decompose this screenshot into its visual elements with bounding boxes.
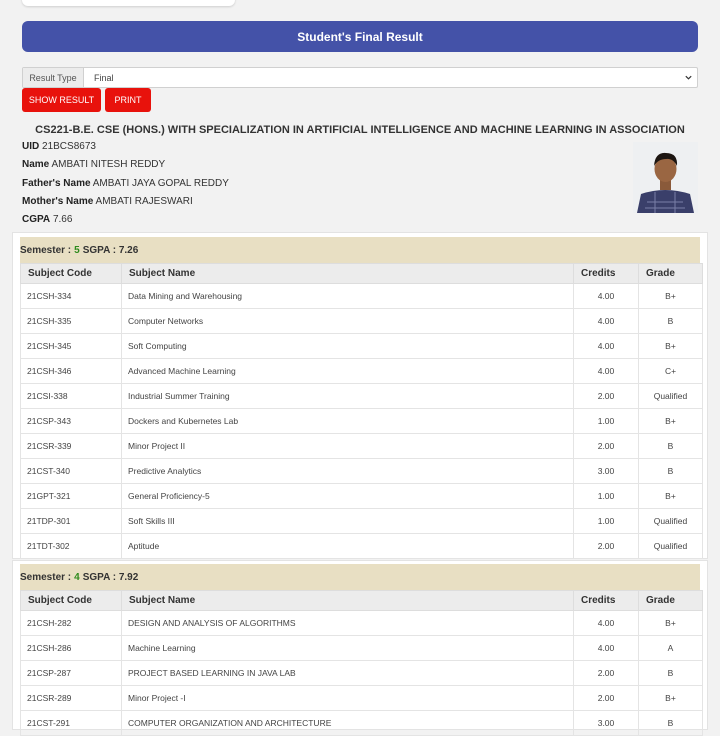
father-label: Father's Name [22,178,91,189]
col-subject-name: Subject Name [122,591,574,611]
subject-code-cell: 21TDP-301 [21,509,122,534]
subject-name-cell: COMPUTER ORGANIZATION AND ARCHITECTURE [122,711,574,736]
name-value: AMBATI NITESH REDDY [51,159,166,170]
table-row [21,484,703,509]
grade-cell: C+ [639,359,703,384]
results-table [20,590,703,736]
subject-name-cell: Advanced Machine Learning [122,359,574,384]
credits-cell: 1.00 [574,484,639,509]
mother-label: Mother's Name [22,196,94,207]
uid-row [22,141,96,152]
credits-cell: 4.00 [574,309,639,334]
credits-cell: 2.00 [574,434,639,459]
subject-name-cell: Soft Computing [122,334,574,359]
grade-cell: B+ [639,334,703,359]
subject-name-cell: Computer Networks [122,309,574,334]
subject-code-cell: 21CSR-339 [21,434,122,459]
subject-name-cell: Predictive Analytics [122,459,574,484]
grade-cell: A [639,636,703,661]
result-type-label: Result Type [23,68,84,87]
subject-code-cell: 21CSH-286 [21,636,122,661]
col-subject-code: Subject Code [21,591,122,611]
table-row [21,309,703,334]
table-row [21,686,703,711]
credits-cell: 1.00 [574,409,639,434]
father-value: AMBATI JAYA GOPAL REDDY [92,178,229,189]
grade-cell: B [639,459,703,484]
uid-value: 21BCS8673 [42,141,96,152]
table-row [21,636,703,661]
student-photo [633,142,698,213]
grade-cell: B+ [639,484,703,509]
grade-cell: B+ [639,284,703,309]
credits-cell: 4.00 [574,334,639,359]
credits-cell: 3.00 [574,459,639,484]
show-result-button[interactable]: SHOW RESULT [22,88,101,112]
search-card-stub [22,0,235,6]
mother-value: AMBATI RAJESWARI [95,196,193,207]
table-row [21,384,703,409]
subject-code-cell: 21CSI-338 [21,384,122,409]
cgpa-value: 7.66 [52,214,73,225]
col-subject-code: Subject Code [21,264,122,284]
result-type-field[interactable] [22,67,698,88]
grade-cell: B [639,309,703,334]
grade-cell: B+ [639,611,703,636]
sgpa-value: 7.92 [118,571,139,583]
credits-cell: 2.00 [574,534,639,559]
subject-code-cell: 21TDT-302 [21,534,122,559]
grade-cell: B [639,661,703,686]
table-row [21,459,703,484]
grade-cell: B+ [639,686,703,711]
grade-cell: Qualified [639,534,703,559]
table-row [21,611,703,636]
semester-header [20,237,700,263]
result-type-value: Final [94,72,114,83]
credits-cell: 2.00 [574,686,639,711]
page-title: Student's Final Result [22,21,698,52]
subject-name-cell: PROJECT BASED LEARNING IN JAVA LAB [122,661,574,686]
credits-cell: 4.00 [574,611,639,636]
grade-cell: B [639,434,703,459]
col-grade: Grade [639,591,703,611]
credits-cell: 4.00 [574,284,639,309]
table-row [21,711,703,736]
semester-5-block [12,232,708,559]
subject-code-cell: 21CSH-346 [21,359,122,384]
table-row [21,534,703,559]
subject-name-cell: Dockers and Kubernetes Lab [122,409,574,434]
subject-code-cell: 21CSH-335 [21,309,122,334]
chevron-down-icon [684,73,693,82]
grade-cell: B+ [639,409,703,434]
credits-cell: 2.00 [574,384,639,409]
subject-code-cell: 21CST-340 [21,459,122,484]
result-type-select[interactable] [84,68,697,87]
subject-code-cell: 21GPT-321 [21,484,122,509]
subject-code-cell: 21CSP-343 [21,409,122,434]
mother-row [22,196,193,207]
table-row [21,284,703,309]
semester-header [20,564,700,590]
table-row [21,509,703,534]
sgpa-label: SGPA : [82,571,117,583]
grade-cell: Qualified [639,384,703,409]
print-button[interactable]: PRINT [105,88,151,112]
table-row [21,359,703,384]
credits-cell: 3.00 [574,711,639,736]
subject-code-cell: 21CSR-289 [21,686,122,711]
father-row [22,178,229,189]
results-table [20,263,703,559]
subject-name-cell: Minor Project -I [122,686,574,711]
subject-name-cell: Minor Project II [122,434,574,459]
semester-number: 5 [74,244,80,256]
cgpa-row [22,214,72,225]
credits-cell: 4.00 [574,359,639,384]
sgpa-label: SGPA : [82,244,117,256]
subject-name-cell: Machine Learning [122,636,574,661]
semester-label: Semester : [20,571,72,583]
subject-name-cell: Industrial Summer Training [122,384,574,409]
subject-name-cell: Data Mining and Warehousing [122,284,574,309]
subject-name-cell: Soft Skills III [122,509,574,534]
subject-name-cell: General Proficiency-5 [122,484,574,509]
table-row [21,434,703,459]
credits-cell: 2.00 [574,661,639,686]
subject-code-cell: 21CSH-345 [21,334,122,359]
program-title: CS221-B.E. CSE (HONS.) WITH SPECIALIZATION IN ARTIFICIAL INTELLIGENCE AND MACHINE LEARNING IN ASSOCIATION [35,124,685,136]
table-row [21,409,703,434]
col-grade: Grade [639,264,703,284]
table-row [21,334,703,359]
cgpa-label: CGPA [22,214,51,225]
uid-label: UID [22,141,40,152]
grade-cell: B [639,711,703,736]
col-subject-name: Subject Name [122,264,574,284]
col-credits: Credits [574,591,639,611]
credits-cell: 1.00 [574,509,639,534]
subject-code-cell: 21CSH-282 [21,611,122,636]
col-credits: Credits [574,264,639,284]
subject-name-cell: DESIGN AND ANALYSIS OF ALGORITHMS [122,611,574,636]
subject-code-cell: 21CST-291 [21,711,122,736]
subject-code-cell: 21CSH-334 [21,284,122,309]
table-row [21,661,703,686]
semester-label: Semester : [20,244,72,256]
name-row [22,159,165,170]
subject-name-cell: Aptitude [122,534,574,559]
name-label: Name [22,159,50,170]
semester-4-block [12,560,708,730]
semester-number: 4 [74,571,80,583]
grade-cell: Qualified [639,509,703,534]
subject-code-cell: 21CSP-287 [21,661,122,686]
sgpa-value: 7.26 [118,244,139,256]
credits-cell: 4.00 [574,636,639,661]
